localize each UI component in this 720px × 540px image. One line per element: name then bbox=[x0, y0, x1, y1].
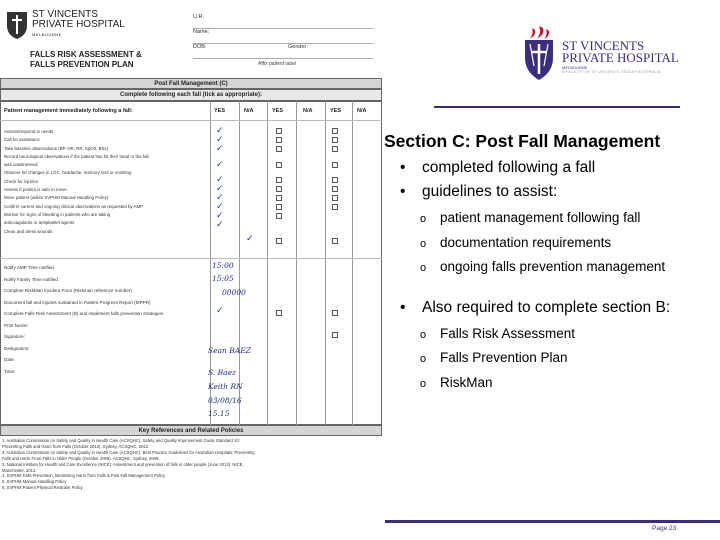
handwritten-riskman-ref: 00000 bbox=[222, 288, 246, 297]
list-item: 1. Australian Commission on Safety and Quality in Health Care (ACSQHC), Safety and Quality Improvement Guide Standard 10: bbox=[2, 438, 240, 443]
checkbox bbox=[332, 332, 338, 338]
list-item: Notify AMP Time notified bbox=[4, 265, 54, 270]
check-mark-icon: ✓ bbox=[216, 160, 224, 170]
complete-each-fall-band: Complete following each fall (tick as appropriate): bbox=[0, 89, 382, 101]
form-title: FALLS RISK ASSESSMENT & FALLS PREVENTION PLAN bbox=[30, 50, 142, 69]
list-item: Signature: bbox=[4, 334, 25, 339]
section-title: Section C: Post Fall Management bbox=[384, 131, 661, 151]
checkbox bbox=[332, 310, 338, 316]
list-item: Time: bbox=[4, 368, 16, 374]
checkbox bbox=[276, 204, 282, 210]
sub-bullet-marker: o bbox=[420, 378, 427, 390]
list-item: Preventing Falls and Harm from Falls (October 2012). Sydney. ACSQHC, 2012. bbox=[2, 443, 150, 449]
checkbox bbox=[276, 177, 282, 183]
col-patient-mgmt: Patient management immediately following a fall: bbox=[4, 108, 133, 114]
bullet-marker: • bbox=[400, 159, 406, 176]
checkbox bbox=[276, 238, 282, 244]
checkbox bbox=[276, 162, 282, 168]
list-item: 5. SVPHM Manual Handling Policy bbox=[2, 479, 67, 485]
check-mark-icon: ✓ bbox=[216, 175, 224, 185]
checkbox bbox=[332, 186, 338, 192]
checkbox bbox=[276, 137, 282, 143]
list-item: Manchester, 2013. bbox=[2, 467, 37, 473]
handwritten-designation: Keith RN bbox=[208, 382, 243, 391]
sub-bullet-item: o Falls Risk Assessment bbox=[420, 326, 576, 341]
list-item: Date: bbox=[4, 357, 15, 362]
checkbox bbox=[332, 128, 338, 134]
handwritten-date: 03/08/16 bbox=[208, 396, 242, 405]
col-na-1: N/A bbox=[244, 108, 254, 114]
list-item: Move patient (utilise SVPHM Manual Handling Policy) bbox=[4, 195, 109, 201]
bullet-item: • guidelines to assist: bbox=[400, 183, 558, 200]
list-item: 6. SVPHM Patient Physical Restraint Policy bbox=[2, 485, 83, 491]
references-list bbox=[2, 438, 378, 491]
check-mark-icon: ✓ bbox=[216, 144, 224, 154]
check-mark-icon: ✓ bbox=[216, 184, 224, 194]
list-item: 2. Australian Commission on Safety and Quality in Health Care (ACSQHC). Best Practice Guidelines for Australian Hospitals: Preventing bbox=[2, 449, 255, 455]
sub-bullet-item: o ongoing falls prevention management bbox=[420, 259, 666, 274]
sub-bullet-marker: o bbox=[420, 238, 427, 250]
col-yes-2: YES bbox=[272, 108, 284, 114]
check-mark-icon: ✓ bbox=[216, 193, 224, 203]
sub-bullet-item: o documentation requirements bbox=[420, 235, 612, 250]
bullet-item: • completed following a fall bbox=[400, 159, 596, 176]
patient-details bbox=[193, 14, 373, 59]
checkbox bbox=[332, 204, 338, 210]
list-item: Designation: bbox=[4, 345, 30, 351]
post-fall-band: Post Fall Management (C) bbox=[0, 78, 382, 89]
bullet-item: • Also required to complete section B: bbox=[400, 299, 671, 316]
handwritten-time: 15.15 bbox=[208, 409, 230, 418]
checkbox bbox=[276, 186, 282, 192]
grid-divider bbox=[239, 101, 240, 425]
checkbox bbox=[332, 177, 338, 183]
bullet-marker: • bbox=[400, 299, 406, 316]
check-mark-icon: ✓ bbox=[246, 234, 254, 244]
sub-bullet-item: o patient management following fall bbox=[420, 210, 641, 225]
list-item: anticoagulants or antiplatelet agents bbox=[4, 220, 75, 226]
checkbox bbox=[276, 213, 282, 219]
grid-divider bbox=[267, 101, 268, 425]
sub-bullet-item: o Falls Prevention Plan bbox=[420, 350, 568, 365]
handwritten-time-family: 15:05 bbox=[212, 274, 234, 283]
check-mark-icon: ✓ bbox=[216, 202, 224, 212]
checkbox bbox=[332, 146, 338, 152]
sub-bullet-marker: o bbox=[420, 353, 427, 365]
grid-row-line bbox=[0, 120, 382, 121]
handwritten-time-amp: 15:00 bbox=[212, 261, 234, 270]
col-yes-3: YES bbox=[330, 108, 342, 114]
list-item: Call for assistance bbox=[4, 137, 40, 143]
sub-bullet-marker: o bbox=[420, 262, 427, 274]
list-item: Check for injuries bbox=[4, 178, 38, 184]
handwritten-name: Sean BAEZ bbox=[208, 346, 251, 355]
grid-divider bbox=[325, 101, 326, 425]
grid-divider bbox=[352, 101, 353, 425]
col-yes-1: YES bbox=[214, 108, 226, 114]
list-item: Print Name: bbox=[4, 322, 29, 328]
checkbox bbox=[276, 195, 282, 201]
patient-mgmt-rows bbox=[4, 128, 204, 236]
hospital-crest-icon bbox=[522, 26, 556, 82]
checkbox bbox=[276, 310, 282, 316]
col-na-2: N/A bbox=[303, 108, 313, 114]
footer-divider bbox=[385, 520, 720, 523]
check-mark-icon: ✓ bbox=[216, 306, 224, 316]
list-item: Notify Family Time notified bbox=[4, 276, 58, 282]
hospital-crest-icon bbox=[4, 8, 30, 40]
sub-bullet-marker: o bbox=[420, 329, 427, 341]
checkbox bbox=[332, 195, 338, 201]
checkbox bbox=[276, 146, 282, 152]
brand-name: ST VINCENTS PRIVATE HOSPITAL bbox=[562, 38, 679, 65]
checkbox bbox=[332, 137, 338, 143]
sub-bullet-marker: o bbox=[420, 213, 427, 225]
list-item: Clean and dress wounds bbox=[4, 228, 53, 234]
list-item: Complete RiskMan Incident Form (Riskman reference number) bbox=[4, 288, 132, 293]
brand-location: MELBOURNE bbox=[562, 65, 588, 70]
name-field: Name: bbox=[193, 29, 373, 44]
bullet-marker: • bbox=[400, 183, 406, 200]
list-item: Confirm current and ongoing clinical observations as requested by AMP bbox=[4, 203, 144, 209]
check-mark-icon: ✓ bbox=[216, 135, 224, 145]
col-na-3: N/A bbox=[357, 108, 367, 114]
form-org-name: ST VINCENTS PRIVATE HOSPITAL MELBOURNE bbox=[32, 9, 125, 37]
grid-divider bbox=[296, 101, 297, 425]
list-item: Take baseline observations (BP, HR, RR, SpO2, BSL) bbox=[4, 145, 109, 151]
check-mark-icon: ✓ bbox=[216, 126, 224, 136]
references-band: Key References and Related Policies bbox=[0, 425, 382, 436]
list-item: Monitor for signs of bleeding in patients who are taking bbox=[4, 211, 111, 217]
dob-field: DOB: Gender: bbox=[193, 44, 373, 59]
list-item: 4. SVPHM Falls Prevention, Minimising Harm from Falls & Post Fall Management Policy bbox=[2, 473, 166, 479]
list-item: Document fall and injuries sustained in Patient Progress Report (MPPR) bbox=[4, 299, 151, 305]
checkbox bbox=[332, 238, 338, 244]
brand-tagline: A FACILITY OF ST VINCENT'S HEALTH AUSTRALIA bbox=[562, 70, 661, 74]
list-item: Assess/respond to needs bbox=[4, 129, 54, 134]
header-divider bbox=[434, 106, 680, 108]
ur-field: U.R. bbox=[193, 14, 373, 29]
list-item: was unwitnessed bbox=[4, 162, 38, 168]
handwritten-signature: S. Baez bbox=[208, 368, 237, 377]
list-item: Assess if patient is safe to move bbox=[4, 187, 67, 193]
check-mark-icon: ✓ bbox=[216, 220, 224, 230]
list-item: 3. National Institute for Health and Care Excellence (NICE): Assessment and prevention of falls in older people (June 2013). NICE, bbox=[2, 461, 244, 467]
list-item: Falls and Harm From Falls in Older People (October 2009). ACSQHC, Sydney, 2009. bbox=[2, 455, 160, 461]
sub-bullet-item: o RiskMan bbox=[420, 375, 493, 390]
grid-row-line bbox=[0, 258, 382, 259]
documentation-rows bbox=[4, 262, 214, 377]
checkbox bbox=[332, 162, 338, 168]
checkbox bbox=[276, 128, 282, 134]
check-mark-icon: ✓ bbox=[216, 211, 224, 221]
page-number: Page 23 bbox=[652, 525, 677, 532]
list-item: Complete Falls Risk Assessment (B) and implement falls prevention strategies bbox=[4, 311, 164, 316]
list-item: Observe for changes in LOC, headache, memory loss or vomiting bbox=[4, 170, 132, 176]
list-item: Record neurological observations if the patient has hit their head or the fall bbox=[4, 153, 149, 159]
affix-label-note: Affix patient label bbox=[258, 61, 296, 67]
